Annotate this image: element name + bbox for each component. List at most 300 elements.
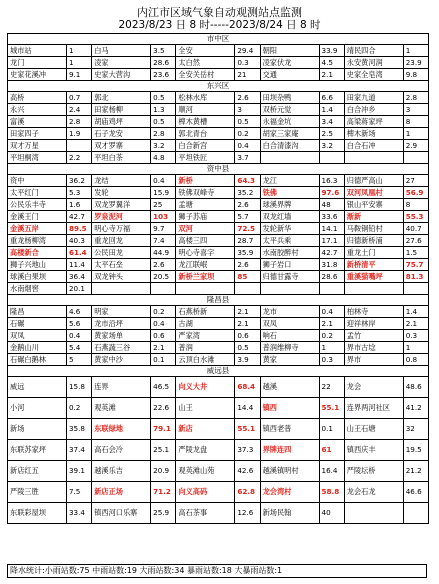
station-name	[260, 283, 319, 295]
station-name: 交通	[260, 69, 319, 81]
table-row	[8, 259, 429, 271]
rainfall-value: 2.1	[403, 318, 428, 330]
rainfall-value: 1	[403, 45, 428, 57]
station-name: 铁佛	[260, 187, 319, 199]
station-name: 平坦白茶	[92, 152, 151, 164]
station-name: 郭北	[92, 92, 151, 104]
rainfall-value: 0.4	[151, 318, 176, 330]
station-name: 越溪	[260, 377, 319, 398]
table-row	[8, 318, 429, 330]
rainfall-value: 1	[319, 342, 344, 354]
station-name: 观英滩山苑	[176, 461, 235, 482]
rainfall-value: 58.8	[319, 482, 344, 503]
rainfall-value: 40.7	[403, 223, 428, 235]
station-name: 严陵坛桥	[344, 461, 403, 482]
station-name: 田坝杂鸭	[260, 92, 319, 104]
station-name: 金溪五岸	[8, 223, 67, 235]
station-name: 石碾	[8, 318, 67, 330]
station-name: 观英滩	[92, 398, 151, 419]
station-name: 新桥兰家坝	[176, 271, 235, 283]
table-row	[8, 92, 429, 104]
rainfall-value: 75.7	[403, 259, 428, 271]
station-name: 双龙罗翼洋	[92, 199, 151, 211]
station-name: 郭北青台	[176, 128, 235, 140]
station-name: 东联苏家坪	[8, 440, 67, 461]
rainfall-value: 46.6	[403, 482, 428, 503]
rainfall-value: 3.4	[319, 116, 344, 128]
rainfall-value: 0.1	[151, 354, 176, 366]
station-name: 迎祥林岸	[344, 318, 403, 330]
section-header-row	[8, 366, 429, 377]
rainfall-value: 7.4	[151, 235, 176, 247]
rainfall-value: 42.6	[235, 461, 260, 482]
station-name: 白合新宫	[176, 140, 235, 152]
station-name: 顺河	[176, 104, 235, 116]
station-name: 严陵龙盘	[176, 440, 235, 461]
rainfall-value: 2.6	[151, 259, 176, 271]
station-name: 史家全皂湾	[344, 69, 403, 81]
station-name: 连界	[92, 377, 151, 398]
station-name: 狮子兴地山	[8, 259, 67, 271]
rainfall-value: 44.9	[151, 247, 176, 259]
rainfall-value: 81.3	[403, 271, 428, 283]
station-name: 界市	[344, 354, 403, 366]
station-name: 罗泉泥河	[92, 211, 151, 223]
rainfall-value	[403, 503, 428, 524]
rainfall-value: 42.7	[66, 211, 91, 223]
rainfall-value: 0.4	[319, 306, 344, 318]
rainfall-value: 14.1	[319, 223, 344, 235]
table-row	[8, 235, 429, 247]
rainfall-value: 0.5	[235, 342, 260, 354]
rainfall-value: 1	[66, 45, 91, 57]
station-name: 越溪镇明村	[260, 461, 319, 482]
station-name: 狮子岩口	[260, 259, 319, 271]
station-name	[344, 503, 403, 524]
station-name: 永兴	[8, 104, 67, 116]
rainfall-value: 35.2	[235, 187, 260, 199]
station-name: 城市站	[8, 45, 67, 57]
table-row	[8, 69, 429, 81]
rainfall-value: 48.6	[403, 377, 428, 398]
rainfall-value: 56.9	[403, 187, 428, 199]
table-row	[8, 152, 429, 164]
station-name: 银山平安寨	[344, 199, 403, 211]
rainfall-value: 40	[319, 503, 344, 524]
station-name: 石燕桥新	[176, 306, 235, 318]
rainfall-value: 9.8	[403, 69, 428, 81]
section-header-row	[8, 295, 429, 306]
rainfall-value: 0.5	[151, 116, 176, 128]
station-name: 全安	[176, 45, 235, 57]
rainfall-value: 37.3	[235, 440, 260, 461]
station-name	[92, 283, 151, 295]
rainfall-value: 2.1	[235, 318, 260, 330]
station-name: 黄家	[260, 354, 319, 366]
station-name: 明心寺万福	[92, 223, 151, 235]
rainfall-value: 20.9	[151, 461, 176, 482]
station-name: 铁佛双峰寺	[176, 187, 235, 199]
station-name: 高楼三四	[176, 235, 235, 247]
rainfall-value: 55.1	[319, 398, 344, 419]
table-row	[8, 306, 429, 318]
rainfall-value: 2.4	[66, 104, 91, 116]
station-name: 全安关岳村	[176, 69, 235, 81]
station-name: 胡庙鸡坪	[92, 116, 151, 128]
rainfall-value: 2.1	[151, 342, 176, 354]
rainfall-value: 5	[66, 354, 91, 366]
table-row	[8, 440, 429, 461]
rainfall-value: 17.1	[319, 235, 344, 247]
rainfall-value: 0.3	[235, 57, 260, 69]
station-name: 太平兵乘	[260, 235, 319, 247]
station-name: 金溪王门	[8, 211, 67, 223]
station-name: 龙江	[260, 175, 319, 187]
station-name: 太平石垒	[92, 259, 151, 271]
rainfall-value: 61.4	[66, 247, 91, 259]
rainfall-value: 0.2	[319, 330, 344, 342]
rainfall-value: 48	[319, 199, 344, 211]
rainfall-value: 42.7	[319, 247, 344, 259]
rainfall-value: 20.1	[66, 283, 91, 295]
station-name: 公民田龙	[92, 247, 151, 259]
station-name: 双桥元觉	[260, 104, 319, 116]
rainfall-value: 2.6	[235, 199, 260, 211]
station-name: 龙会石龙	[344, 482, 403, 503]
rainfall-value	[403, 283, 428, 295]
rainfall-value: 31.8	[319, 259, 344, 271]
station-name: 公民乐丰寺	[8, 199, 67, 211]
rainfall-value: 35.9	[235, 247, 260, 259]
station-name: 归德严高山	[344, 175, 403, 187]
rainfall-value: 0.1	[319, 419, 344, 440]
rainfall-value: 39.1	[66, 461, 91, 482]
rainfall-value: 61	[319, 440, 344, 461]
station-name	[344, 152, 403, 164]
table-row	[8, 283, 429, 295]
station-name: 重龙土门	[344, 247, 403, 259]
station-name: 龙会	[344, 377, 403, 398]
station-name: 田家四子	[8, 128, 67, 140]
station-name: 石燕蔬三谷	[92, 342, 151, 354]
station-name: 镇西	[260, 398, 319, 419]
section-header-row	[8, 34, 429, 45]
rainfall-value: 0.5	[235, 116, 260, 128]
rainfall-value: 0.8	[403, 354, 428, 366]
rainfall-value: 16.3	[319, 175, 344, 187]
station-name: 明家	[92, 306, 151, 318]
station-name: 新店正场	[92, 482, 151, 503]
rainfall-value: 1.4	[319, 104, 344, 116]
rainfall-value: 2.6	[235, 92, 260, 104]
station-name: 隆昌	[8, 306, 67, 318]
station-name: 石碾白鹅林	[8, 354, 67, 366]
rainfall-value: 1	[403, 342, 428, 354]
station-name: 平坦桐湾	[8, 152, 67, 164]
station-name: 普润维柳寺	[260, 342, 319, 354]
station-name: 狮子苏庙	[176, 211, 235, 223]
rainfall-value: 28.7	[235, 235, 260, 247]
rainfall-summary: 降水统计:小雨站数:75 中雨站数:19 大雨站数:34 暴雨站数:18 大暴雨站数:1	[7, 564, 427, 578]
rainfall-value: 0.2	[235, 128, 260, 140]
table-row	[8, 223, 429, 235]
station-name: 响石	[260, 330, 319, 342]
station-name: 山王石塘	[344, 419, 403, 440]
rainfall-value: 27.6	[403, 235, 428, 247]
station-name: 朝阳	[260, 45, 319, 57]
station-name: 双龙钟头	[92, 271, 151, 283]
rainfall-value: 64.3	[235, 175, 260, 187]
station-name: 双河	[176, 223, 235, 235]
rainfall-value: 3	[235, 104, 260, 116]
rainfall-value: 55.3	[403, 211, 428, 223]
station-name: 白合清漆沟	[260, 140, 319, 152]
rainfall-value: 21	[235, 69, 260, 81]
station-name: 椑木黄槽	[176, 116, 235, 128]
rainfall-value: 2.8	[151, 128, 176, 140]
rainfall-value: 3.7	[235, 152, 260, 164]
station-name: 镇西老普	[260, 419, 319, 440]
rainfall-value: 22	[319, 377, 344, 398]
rainfall-value: 0.6	[151, 330, 176, 342]
table-row	[8, 330, 429, 342]
station-name: 龙市	[260, 306, 319, 318]
station-name: 归德甘露寺	[260, 271, 319, 283]
station-name: 双河凤凰村	[344, 187, 403, 199]
section-title: 威远县	[8, 366, 429, 377]
rainfall-value: 6.6	[319, 92, 344, 104]
station-name: 越溪乐吉	[92, 461, 151, 482]
station-name: 云顶白水滩	[176, 354, 235, 366]
station-name: 白马	[92, 45, 151, 57]
station-name: 椑木新场	[344, 128, 403, 140]
rainfall-value: 28.6	[319, 271, 344, 283]
station-name: 双才罗寨	[92, 140, 151, 152]
table-row	[8, 342, 429, 354]
station-name: 球溪白果坝	[8, 271, 67, 283]
station-name: 新桥清平	[344, 259, 403, 271]
rainfall-value: 89.5	[66, 223, 91, 235]
station-name: 向义大井	[176, 377, 235, 398]
station-name: 石子龙安	[92, 128, 151, 140]
station-name: 东联彩屋坝	[8, 503, 67, 524]
station-name: 小河	[8, 398, 67, 419]
rainfall-value: 3.2	[151, 140, 176, 152]
rainfall-value: 41.2	[403, 398, 428, 419]
table-row	[8, 461, 429, 482]
rainfall-value: 9.7	[151, 223, 176, 235]
station-name: 松林水库	[176, 92, 235, 104]
section-header-row	[8, 81, 429, 92]
rainfall-value: 19.5	[403, 440, 428, 461]
station-name: 水南烟窖	[8, 283, 67, 295]
rainfall-value: 1.5	[403, 247, 428, 259]
rainfall-value: 7.5	[66, 482, 91, 503]
station-name: 双才万星	[8, 140, 67, 152]
rainfall-value: 33.9	[319, 45, 344, 57]
rainfall-value: 15.9	[151, 187, 176, 199]
station-name	[260, 152, 319, 164]
rainfall-value: 35.8	[66, 419, 91, 440]
table-row	[8, 503, 429, 524]
rainfall-value: 71.2	[151, 482, 176, 503]
rainfall-value: 3.2	[319, 140, 344, 152]
station-name: 永安黄河润	[344, 57, 403, 69]
table-row	[8, 482, 429, 503]
rainfall-value: 23.6	[151, 69, 176, 81]
station-name: 发轮新华	[260, 223, 319, 235]
rainfall-value: 1.3	[151, 104, 176, 116]
rainfall-value: 85	[235, 271, 260, 283]
rainfall-value: 9.1	[66, 69, 91, 81]
station-name: 高桥	[8, 92, 67, 104]
rainfall-value: 16.4	[319, 461, 344, 482]
rainfall-value: 2.8	[66, 116, 91, 128]
rainfall-value: 0.6	[235, 330, 260, 342]
rainfall-value: 27	[403, 175, 428, 187]
rainfall-value: 0.4	[66, 330, 91, 342]
rainfall-value: 15.8	[66, 377, 91, 398]
rainfall-value: 2.8	[403, 92, 428, 104]
rainfall-value: 0.7	[66, 92, 91, 104]
section-title: 隆昌县	[8, 295, 429, 306]
section-header-row	[8, 164, 429, 175]
rainfall-value: 2.9	[403, 140, 428, 152]
station-name: 严陵三胜	[8, 482, 67, 503]
rainfall-value: 0.4	[151, 175, 176, 187]
station-name: 新桥	[176, 175, 235, 187]
station-name: 界市古埝	[344, 342, 403, 354]
rainfall-value: 33.6	[319, 211, 344, 223]
station-name: 龙会湾村	[260, 482, 319, 503]
station-name: 重龙回龙	[92, 235, 151, 247]
rainfall-value: 37.4	[66, 440, 91, 461]
station-name: 胡家三家庵	[260, 128, 319, 140]
station-name: 古湖	[176, 318, 235, 330]
rainfall-value	[319, 152, 344, 164]
rainfall-value: 2.2	[66, 152, 91, 164]
rainfall-value: 2.6	[235, 259, 260, 271]
rainfall-value: 2.5	[319, 128, 344, 140]
rainfall-value: 8	[403, 116, 428, 128]
station-name: 新店红五	[8, 461, 67, 482]
rainfall-value: 3.5	[151, 45, 176, 57]
station-name: 凌家	[92, 57, 151, 69]
table-row	[8, 419, 429, 440]
table-row	[8, 354, 429, 366]
rainfall-value: 2.1	[235, 306, 260, 318]
table-row	[8, 116, 429, 128]
station-name: 资中	[8, 175, 67, 187]
rainfall-value: 29.4	[235, 45, 260, 57]
rainfall-value: 8	[403, 199, 428, 211]
rainfall-value: 25.1	[151, 440, 176, 461]
rainfall-value: 46.5	[151, 377, 176, 398]
section-title: 资中县	[8, 164, 429, 175]
rainfall-value: 0.2	[151, 306, 176, 318]
station-name: 龙结	[92, 175, 151, 187]
rainfall-value: 40.3	[66, 235, 91, 247]
report-date-range: 2023/8/23 日 8 时-----2023/8/24 日 8 时	[118, 19, 321, 31]
station-name: 向义高码	[176, 482, 235, 503]
station-name: 东联绿地	[92, 419, 151, 440]
rainfall-value	[403, 152, 428, 164]
section-title: 市中区	[8, 34, 429, 45]
station-name: 连界两河社区	[344, 398, 403, 419]
station-name: 球溪界牌	[260, 199, 319, 211]
station-name: 马鞍铜铅村	[344, 223, 403, 235]
station-name: 渐新	[344, 211, 403, 223]
rainfall-value: 1	[403, 128, 428, 140]
station-name: 太白然	[176, 57, 235, 69]
station-name: 田家杨柳	[92, 104, 151, 116]
station-name: 太平红门	[8, 187, 67, 199]
station-name: 龙门	[8, 57, 67, 69]
rainfall-value: 11.4	[66, 259, 91, 271]
station-name: 威远	[8, 377, 67, 398]
station-name: 重龙杨柳湾	[8, 235, 67, 247]
station-name: 高梁蒋家坪	[344, 116, 403, 128]
rainfall-value: 68.4	[235, 377, 260, 398]
rainfall-value: 4.8	[151, 152, 176, 164]
station-name: 水南胶醉村	[260, 247, 319, 259]
station-name: 孟塘	[176, 199, 235, 211]
rainfall-value: 21.2	[403, 461, 428, 482]
station-name: 平坦铁匠	[176, 152, 235, 164]
rainfall-value: 25.9	[151, 503, 176, 524]
rainfall-value: 36.2	[66, 175, 91, 187]
station-name: 镇西河口乐寨	[92, 503, 151, 524]
rainfall-value: 4.6	[66, 306, 91, 318]
station-name: 富溪	[8, 116, 67, 128]
station-name: 龙市沿坪	[92, 318, 151, 330]
station-name: 新场	[8, 419, 67, 440]
station-name: 柏林寺	[344, 306, 403, 318]
rainfall-value: 22.6	[151, 398, 176, 419]
table-row	[8, 199, 429, 211]
station-name: 严家湾	[176, 330, 235, 342]
station-name: 高楼新合	[8, 247, 67, 259]
table-row	[8, 247, 429, 259]
rainfall-value: 72.5	[235, 223, 260, 235]
station-name: 田家九道	[344, 92, 403, 104]
station-name: 黄家场单	[92, 330, 151, 342]
station-name: 普润	[176, 342, 235, 354]
rainfall-value: 97.6	[319, 187, 344, 199]
rainfall-value: 28.6	[151, 57, 176, 69]
table-row	[8, 187, 429, 199]
rainfall-value: 0.5	[151, 92, 176, 104]
station-name: 镇西庆丰	[344, 440, 403, 461]
station-name: 靖民四合	[344, 45, 403, 57]
station-name: 史家花溪冲	[8, 69, 67, 81]
rainfall-value: 23.9	[403, 57, 428, 69]
station-name: 归德新桥浦	[344, 235, 403, 247]
rainfall-value	[151, 283, 176, 295]
rainfall-value: 2.1	[319, 69, 344, 81]
rainfall-value: 20.5	[151, 271, 176, 283]
station-name: 双凤	[8, 330, 67, 342]
rainfall-value: 0.3	[403, 330, 428, 342]
station-name: 双龙红墙	[260, 211, 319, 223]
section-title: 东兴区	[8, 81, 429, 92]
station-name: 白合冲乡	[344, 104, 403, 116]
rainfall-value: 5.7	[235, 211, 260, 223]
rainfall-value: 12.6	[235, 503, 260, 524]
table-row	[8, 128, 429, 140]
report-title: 内江市区域气象自动观测站点监测	[137, 6, 302, 19]
rainfall-value	[66, 140, 91, 152]
